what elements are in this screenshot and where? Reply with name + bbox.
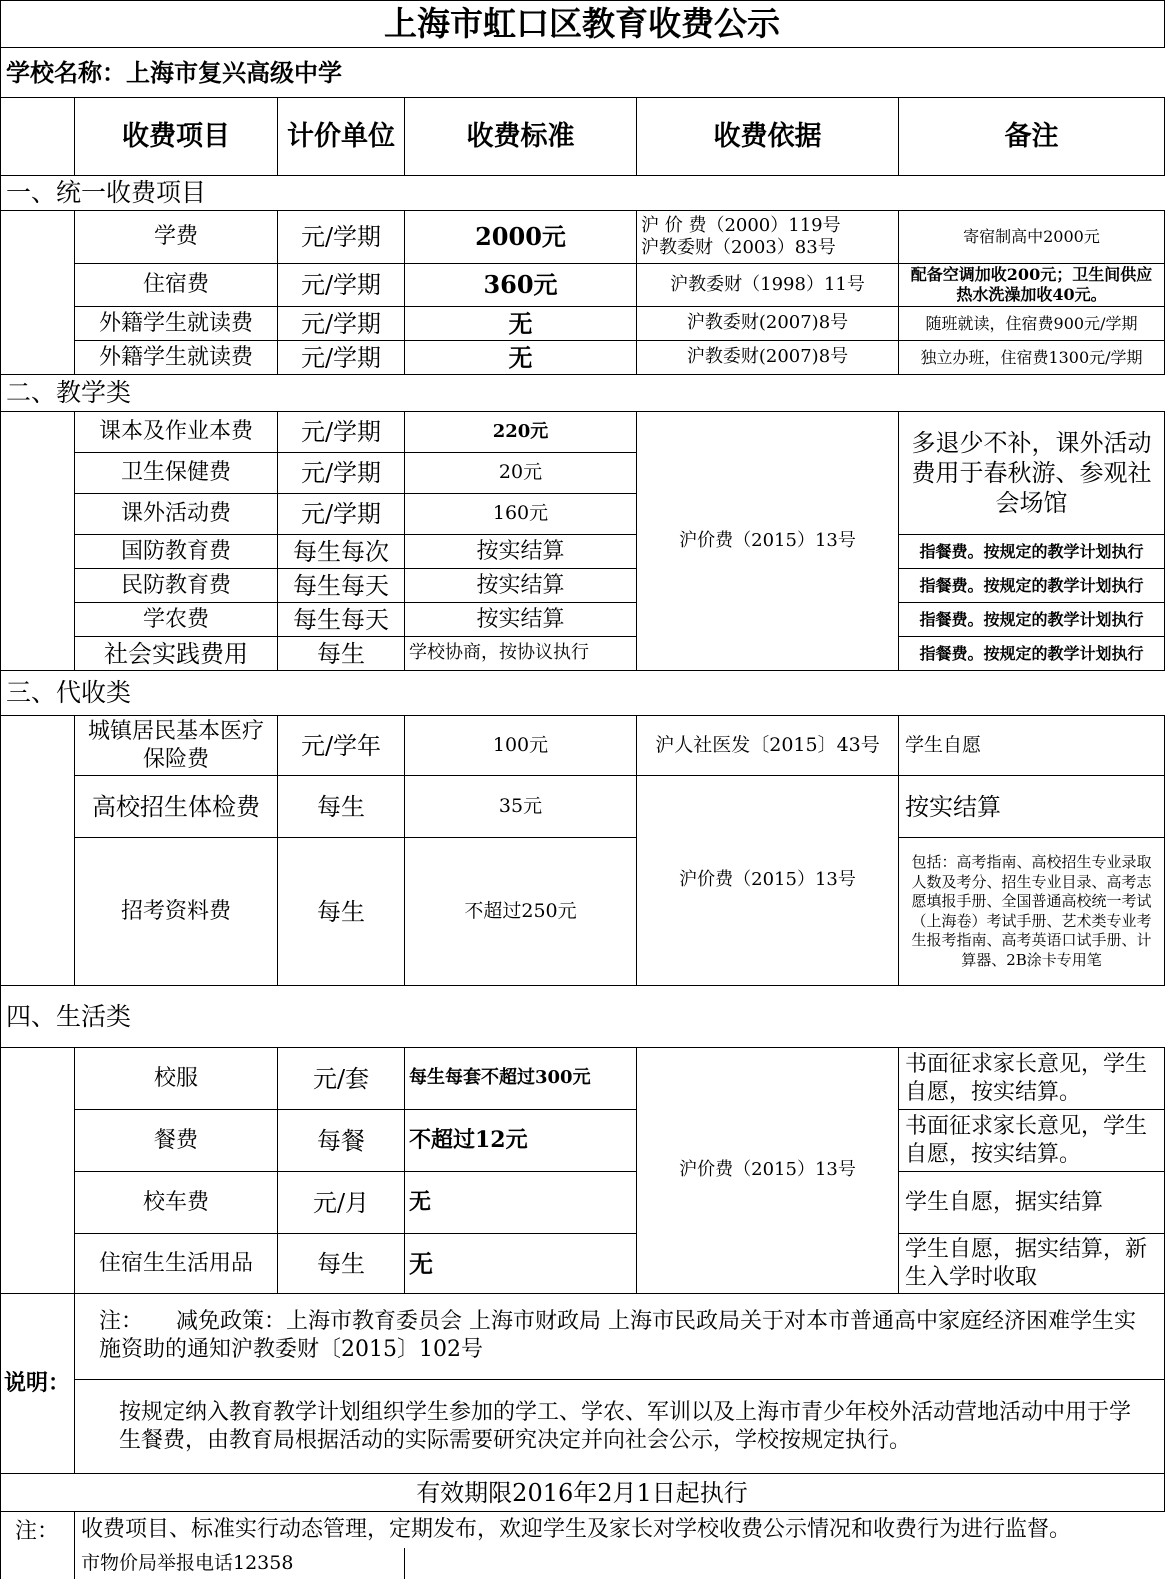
s4-row1-item: 校服 [75,1048,278,1110]
s2-row3-item: 课外活动费 [75,494,278,535]
s3-basis: 沪价费（2015）13号 [637,776,899,986]
s3-row3-item: 招考资料费 [75,838,278,986]
s3-row1-item: 城镇居民基本医疗保险费 [75,716,278,776]
header-item: 收费项目 [75,98,278,176]
s4-row3-unit: 元/月 [278,1172,405,1234]
header-unit: 计价单位 [278,98,405,176]
s2-row6-item: 学农费 [75,603,278,637]
s3-row2-standard: 35元 [405,776,637,838]
s2-row1-standard: 220元 [405,412,637,453]
s2-basis: 沪价费（2015）13号 [637,412,899,671]
s2-row1-item: 课本及作业本费 [75,412,278,453]
s2-row7-unit: 每生 [278,637,405,671]
s1-row3-remark: 随班就读，住宿费900元/学期 [899,307,1165,341]
page-title: 上海市虹口区教育收费公示 [0,0,1165,48]
s3-row2-item: 高校招生体检费 [75,776,278,838]
s1-row4-item: 外籍学生就读费 [75,341,278,375]
s4-row1-remark: 书面征求家长意见，学生自愿，按实结算。 [899,1048,1165,1110]
s4-row2-standard: 不超过12元 [405,1110,637,1172]
s4-row3-standard: 无 [405,1172,637,1234]
school-name: 学校名称：上海市复兴高级中学 [0,48,1165,98]
section-1-left-blank [0,211,75,375]
s2-row7-standard: 学校协商，按协议执行 [405,637,637,671]
note-2: 按规定纳入教育教学计划组织学生参加的学工、学农、军训以及上海市青少年校外活动营地活动中用于学生餐费，由教育局根据活动的实际需要研究决定并向社会公示，学校按规定执行。 [75,1380,1165,1474]
s2-row6-remark: 指餐费。按规定的教学计划执行 [899,603,1165,637]
s2-row2-item: 卫生保健费 [75,453,278,494]
section-3-left-blank [0,716,75,986]
section-2-left-blank [0,412,75,671]
s2-row4-unit: 每生每次 [278,535,405,569]
footer-phone: 市物价局举报电话12358 [75,1548,405,1579]
s1-row2-item: 住宿费 [75,264,278,307]
s2-row4-remark: 指餐费。按规定的教学计划执行 [899,535,1165,569]
s3-row1-remark: 学生自愿 [899,716,1165,776]
s1-row4-remark: 独立办班，住宿费1300元/学期 [899,341,1165,375]
s1-row1-standard: 2000元 [405,211,637,264]
s1-row4-basis: 沪教委财(2007)8号 [637,341,899,375]
s4-row2-unit: 每餐 [278,1110,405,1172]
s1-row1-unit: 元/学期 [278,211,405,264]
s2-row5-remark: 指餐费。按规定的教学计划执行 [899,569,1165,603]
s1-row4-unit: 元/学期 [278,341,405,375]
s2-row1-unit: 元/学期 [278,412,405,453]
header-blank [0,98,75,176]
s3-row1-standard: 100元 [405,716,637,776]
s3-row2-remark: 按实结算 [899,776,1165,838]
s4-row4-standard: 无 [405,1234,637,1294]
s2-row5-unit: 每生每天 [278,569,405,603]
s2-row6-unit: 每生每天 [278,603,405,637]
section-1-title: 一、统一收费项目 [0,176,1165,211]
header-standard: 收费标准 [405,98,637,176]
s3-row1-unit: 元/学年 [278,716,405,776]
s2-row7-remark: 指餐费。按规定的教学计划执行 [899,637,1165,671]
header-remark: 备注 [899,98,1165,176]
s1-row3-unit: 元/学期 [278,307,405,341]
s3-row3-unit: 每生 [278,838,405,986]
s1-row4-standard: 无 [405,341,637,375]
section-2-title: 二、教学类 [0,375,1165,412]
s1-row1-basis: 沪 价 费（2000）119号 沪教委财（2003）83号 [637,211,899,264]
s1-row3-basis: 沪教委财(2007)8号 [637,307,899,341]
s1-row3-standard: 无 [405,307,637,341]
s4-row4-item: 住宿生生活用品 [75,1234,278,1294]
s1-row3-item: 外籍学生就读费 [75,307,278,341]
s2-row2-unit: 元/学期 [278,453,405,494]
s2-row4-item: 国防教育费 [75,535,278,569]
s2-row3-standard: 160元 [405,494,637,535]
s3-row1-basis: 沪人社医发〔2015〕43号 [637,716,899,776]
s2-remark-top: 多退少不补，课外活动费用于春秋游、参观社会场馆 [899,412,1165,535]
s1-row1-item: 学费 [75,211,278,264]
s3-row3-remark: 包括：高考指南、高校招生专业录取人数及考分、招生专业目录、高考志愿填报手册、全国普通高校统一考试（上海卷）考试手册、艺术类专业考生报考指南、高考英语口试手册、计算器、2B涂卡专用笔 [899,838,1165,986]
validity: 有效期限2016年2月1日起执行 [0,1474,1165,1512]
s4-row1-standard: 每生每套不超过300元 [405,1048,637,1110]
s1-row2-standard: 360元 [405,264,637,307]
s1-row2-unit: 元/学期 [278,264,405,307]
note-1: 注： 减免政策：上海市教育委员会 上海市财政局 上海市民政局关于对本市普通高中家庭经济困难学生实施资助的通知沪教委财〔2015〕102号 [75,1294,1165,1380]
s2-row2-standard: 20元 [405,453,637,494]
s1-row1-remark: 寄宿制高中2000元 [899,211,1165,264]
s4-basis: 沪价费（2015）13号 [637,1048,899,1294]
section-4-title: 四、生活类 [0,986,1165,1048]
s3-row3-standard: 不超过250元 [405,838,637,986]
s4-row4-remark: 学生自愿，据实结算，新生入学时收取 [899,1234,1165,1294]
s2-row5-standard: 按实结算 [405,569,637,603]
footer-label: 注： [0,1512,75,1579]
s2-row7-item: 社会实践费用 [75,637,278,671]
s4-row2-remark: 书面征求家长意见，学生自愿，按实结算。 [899,1110,1165,1172]
s1-row2-basis: 沪教委财（1998）11号 [637,264,899,307]
s2-row4-standard: 按实结算 [405,535,637,569]
s3-row2-unit: 每生 [278,776,405,838]
s2-row6-standard: 按实结算 [405,603,637,637]
footer-text: 收费项目、标准实行动态管理，定期发布，欢迎学生及家长对学校收费公示情况和收费行为进行监督。 [81,1517,1072,1543]
explain-label: 说明： [0,1294,75,1474]
s4-row4-unit: 每生 [278,1234,405,1294]
s4-row1-unit: 元/套 [278,1048,405,1110]
s2-row3-unit: 元/学期 [278,494,405,535]
s1-row2-remark: 配备空调加收200元；卫生间供应热水洗澡加收40元。 [899,264,1165,307]
s4-row3-item: 校车费 [75,1172,278,1234]
s4-row3-remark: 学生自愿，据实结算 [899,1172,1165,1234]
header-basis: 收费依据 [637,98,899,176]
section-3-title: 三、代收类 [0,671,1165,716]
s4-row2-item: 餐费 [75,1110,278,1172]
s2-row5-item: 民防教育费 [75,569,278,603]
section-4-left-blank [0,1048,75,1294]
